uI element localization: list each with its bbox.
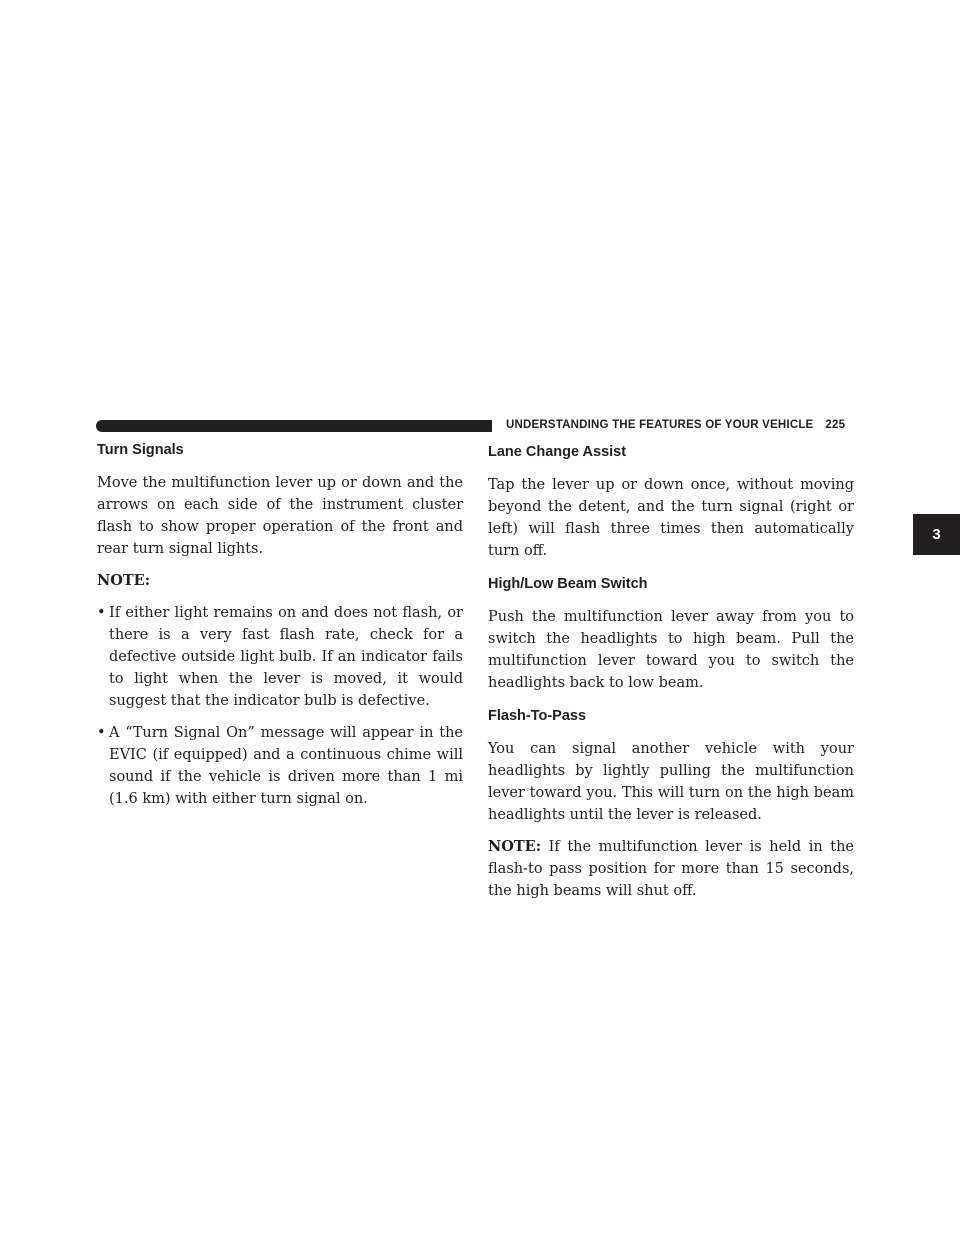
turn-signals-note-list [97, 602, 463, 810]
turn-signals-heading: Turn Signals [97, 442, 184, 458]
flash-to-pass-note [488, 836, 854, 902]
bullet-icon: • [97, 605, 106, 621]
chapter-number: 3 [932, 526, 941, 543]
flash-to-pass-heading: Flash-To-Pass [488, 708, 587, 724]
flash-to-pass-note-label: NOTE: [488, 838, 542, 855]
flash-to-pass-body: You can signal another vehicle with your headlights by lightly pulling the multifunction lever toward you. This will turn on the high beam headlights until the lever is released. [488, 741, 854, 823]
running-header [506, 419, 845, 431]
list-item-text: If either light remains on and does not flash, or there is a very fast flash rate, check for a defective outside light bulb. If an indicator fails to light when the lever is moved, it would suggest that the indicator bulb is defective. [109, 605, 463, 709]
header-rule [96, 420, 492, 432]
turn-signals-note-label: NOTE: [97, 572, 151, 589]
list-item [97, 722, 463, 810]
turn-signals-body: Move the multifunction lever up or down and the arrows on each side of the instrument cluster flash to show proper operation of the front and rear turn signal lights. [97, 475, 463, 557]
list-item-text: A “Turn Signal On” message will appear in the EVIC (if equipped) and a continuous chime will sound if the vehicle is driven more than 1 mi (1.6 km) with either turn signal on. [109, 725, 463, 807]
list-item [97, 602, 463, 712]
lane-change-heading: Lane Change Assist [488, 444, 627, 460]
high-low-heading: High/Low Beam Switch [488, 576, 648, 592]
left-column [97, 438, 463, 820]
right-column [488, 440, 854, 912]
chapter-tab [913, 514, 960, 555]
lane-change-body: Tap the lever up or down once, without moving beyond the detent, and the turn signal (right or left) will flash three times then automatically turn off. [488, 477, 854, 559]
page-number: 225 [825, 419, 846, 431]
high-low-body: Push the multifunction lever away from you to switch the headlights to high beam. Pull the multifunction lever toward you to switch the headlights back to low beam. [488, 609, 854, 691]
bullet-icon: • [97, 725, 106, 741]
flash-to-pass-note-text: If the multifunction lever is held in the flash-to pass position for more than 15 seconds, the high beams will shut off. [488, 839, 854, 899]
section-title: UNDERSTANDING THE FEATURES OF YOUR VEHICLE [506, 419, 814, 431]
